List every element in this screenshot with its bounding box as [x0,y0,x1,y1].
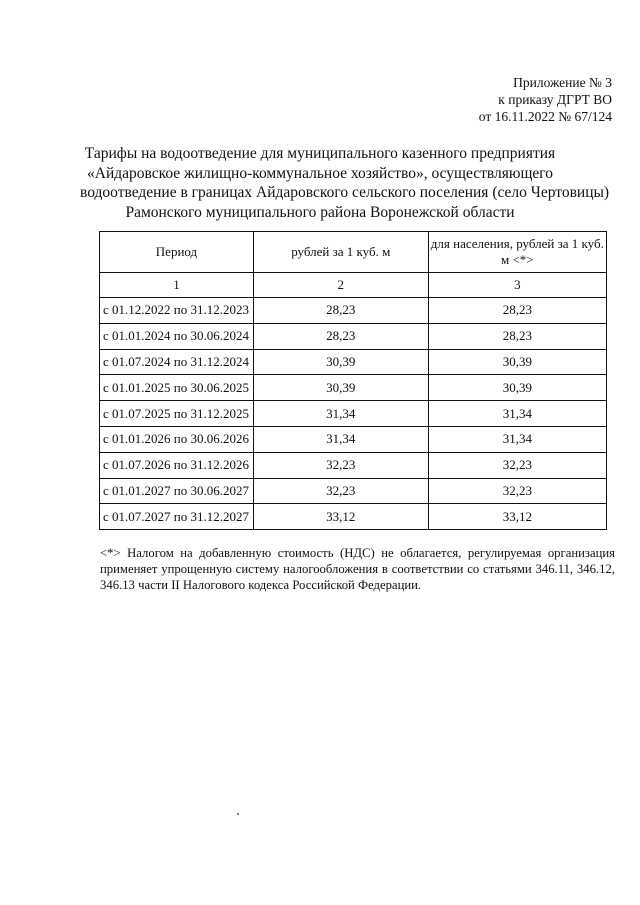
population-rate-cell: 28,23 [428,323,606,349]
footnote-line-3: 346.13 части II Налогового кодекса Российской Федерации. [100,578,422,592]
rate-cell: 30,39 [253,349,428,375]
table-row [100,401,607,427]
table-row [100,298,607,324]
period-cell: с 01.07.2027 по 31.12.2027 [100,504,254,530]
header-rate: рублей за 1 куб. м [253,232,428,273]
period-cell: с 01.01.2024 по 30.06.2024 [100,323,254,349]
footnote-line-2: применяет упрощенную систему налогообложения в соответствии со статьями 346.11, 346.12, [100,562,615,576]
period-cell: с 01.01.2027 по 30.06.2027 [100,478,254,504]
rate-cell: 32,23 [253,478,428,504]
table-row [100,349,607,375]
table-row [100,452,607,478]
table-row [100,323,607,349]
period-cell: с 01.07.2026 по 31.12.2026 [100,452,254,478]
population-rate-cell: 31,34 [428,426,606,452]
population-rate-cell: 32,23 [428,452,606,478]
appendix-date: от 16.11.2022 № 67/124 [478,109,612,124]
header-population-rate: для населения, рублей за 1 куб. м <*> [428,232,606,273]
column-number: 2 [253,273,428,298]
table-row [100,375,607,401]
rate-cell: 31,34 [253,401,428,427]
rate-cell: 31,34 [253,426,428,452]
period-cell: с 01.01.2025 по 30.06.2025 [100,375,254,401]
title-line-4: Рамонского муниципального района Воронежской области [125,203,515,221]
population-rate-cell: 31,34 [428,401,606,427]
document-title [80,144,610,222]
appendix-order: к приказу ДГРТ ВО [498,92,612,107]
header-period: Период [100,232,254,273]
table-header-row [100,232,607,273]
column-number-row [100,273,607,298]
table-row [100,426,607,452]
period-cell: с 01.01.2026 по 30.06.2026 [100,426,254,452]
rate-cell: 30,39 [253,375,428,401]
period-cell: с 01.07.2024 по 31.12.2024 [100,349,254,375]
appendix-number: Приложение № 3 [513,75,612,90]
column-number: 1 [100,273,254,298]
population-rate-cell: 33,12 [428,504,606,530]
population-rate-cell: 28,23 [428,298,606,324]
rate-cell: 28,23 [253,298,428,324]
table-row [100,478,607,504]
population-rate-cell: 30,39 [428,375,606,401]
rate-cell: 32,23 [253,452,428,478]
title-line-3: водоотведение в границах Айдаровского сельского поселения (село Чертовицы) [80,184,610,201]
appendix-reference [479,74,612,125]
rate-cell: 28,23 [253,323,428,349]
period-cell: с 01.12.2022 по 31.12.2023 [100,298,254,324]
title-line-2: «Айдаровское жилищно-коммунальное хозяйство», осуществляющего [87,164,553,182]
period-cell: с 01.07.2025 по 31.12.2025 [100,401,254,427]
rate-cell: 33,12 [253,504,428,530]
footnote [100,545,615,593]
population-rate-cell: 32,23 [428,478,606,504]
table-row [100,504,607,530]
population-rate-cell: 30,39 [428,349,606,375]
scan-speck [237,813,239,815]
tariff-table [99,231,607,530]
footnote-line-1: <*> Налогом на добавленную стоимость (НДС) не облагается, регулируемая организация [100,546,615,560]
column-number: 3 [428,273,606,298]
title-line-1: Тарифы на водоотведение для муниципального казенного предприятия [84,145,556,162]
